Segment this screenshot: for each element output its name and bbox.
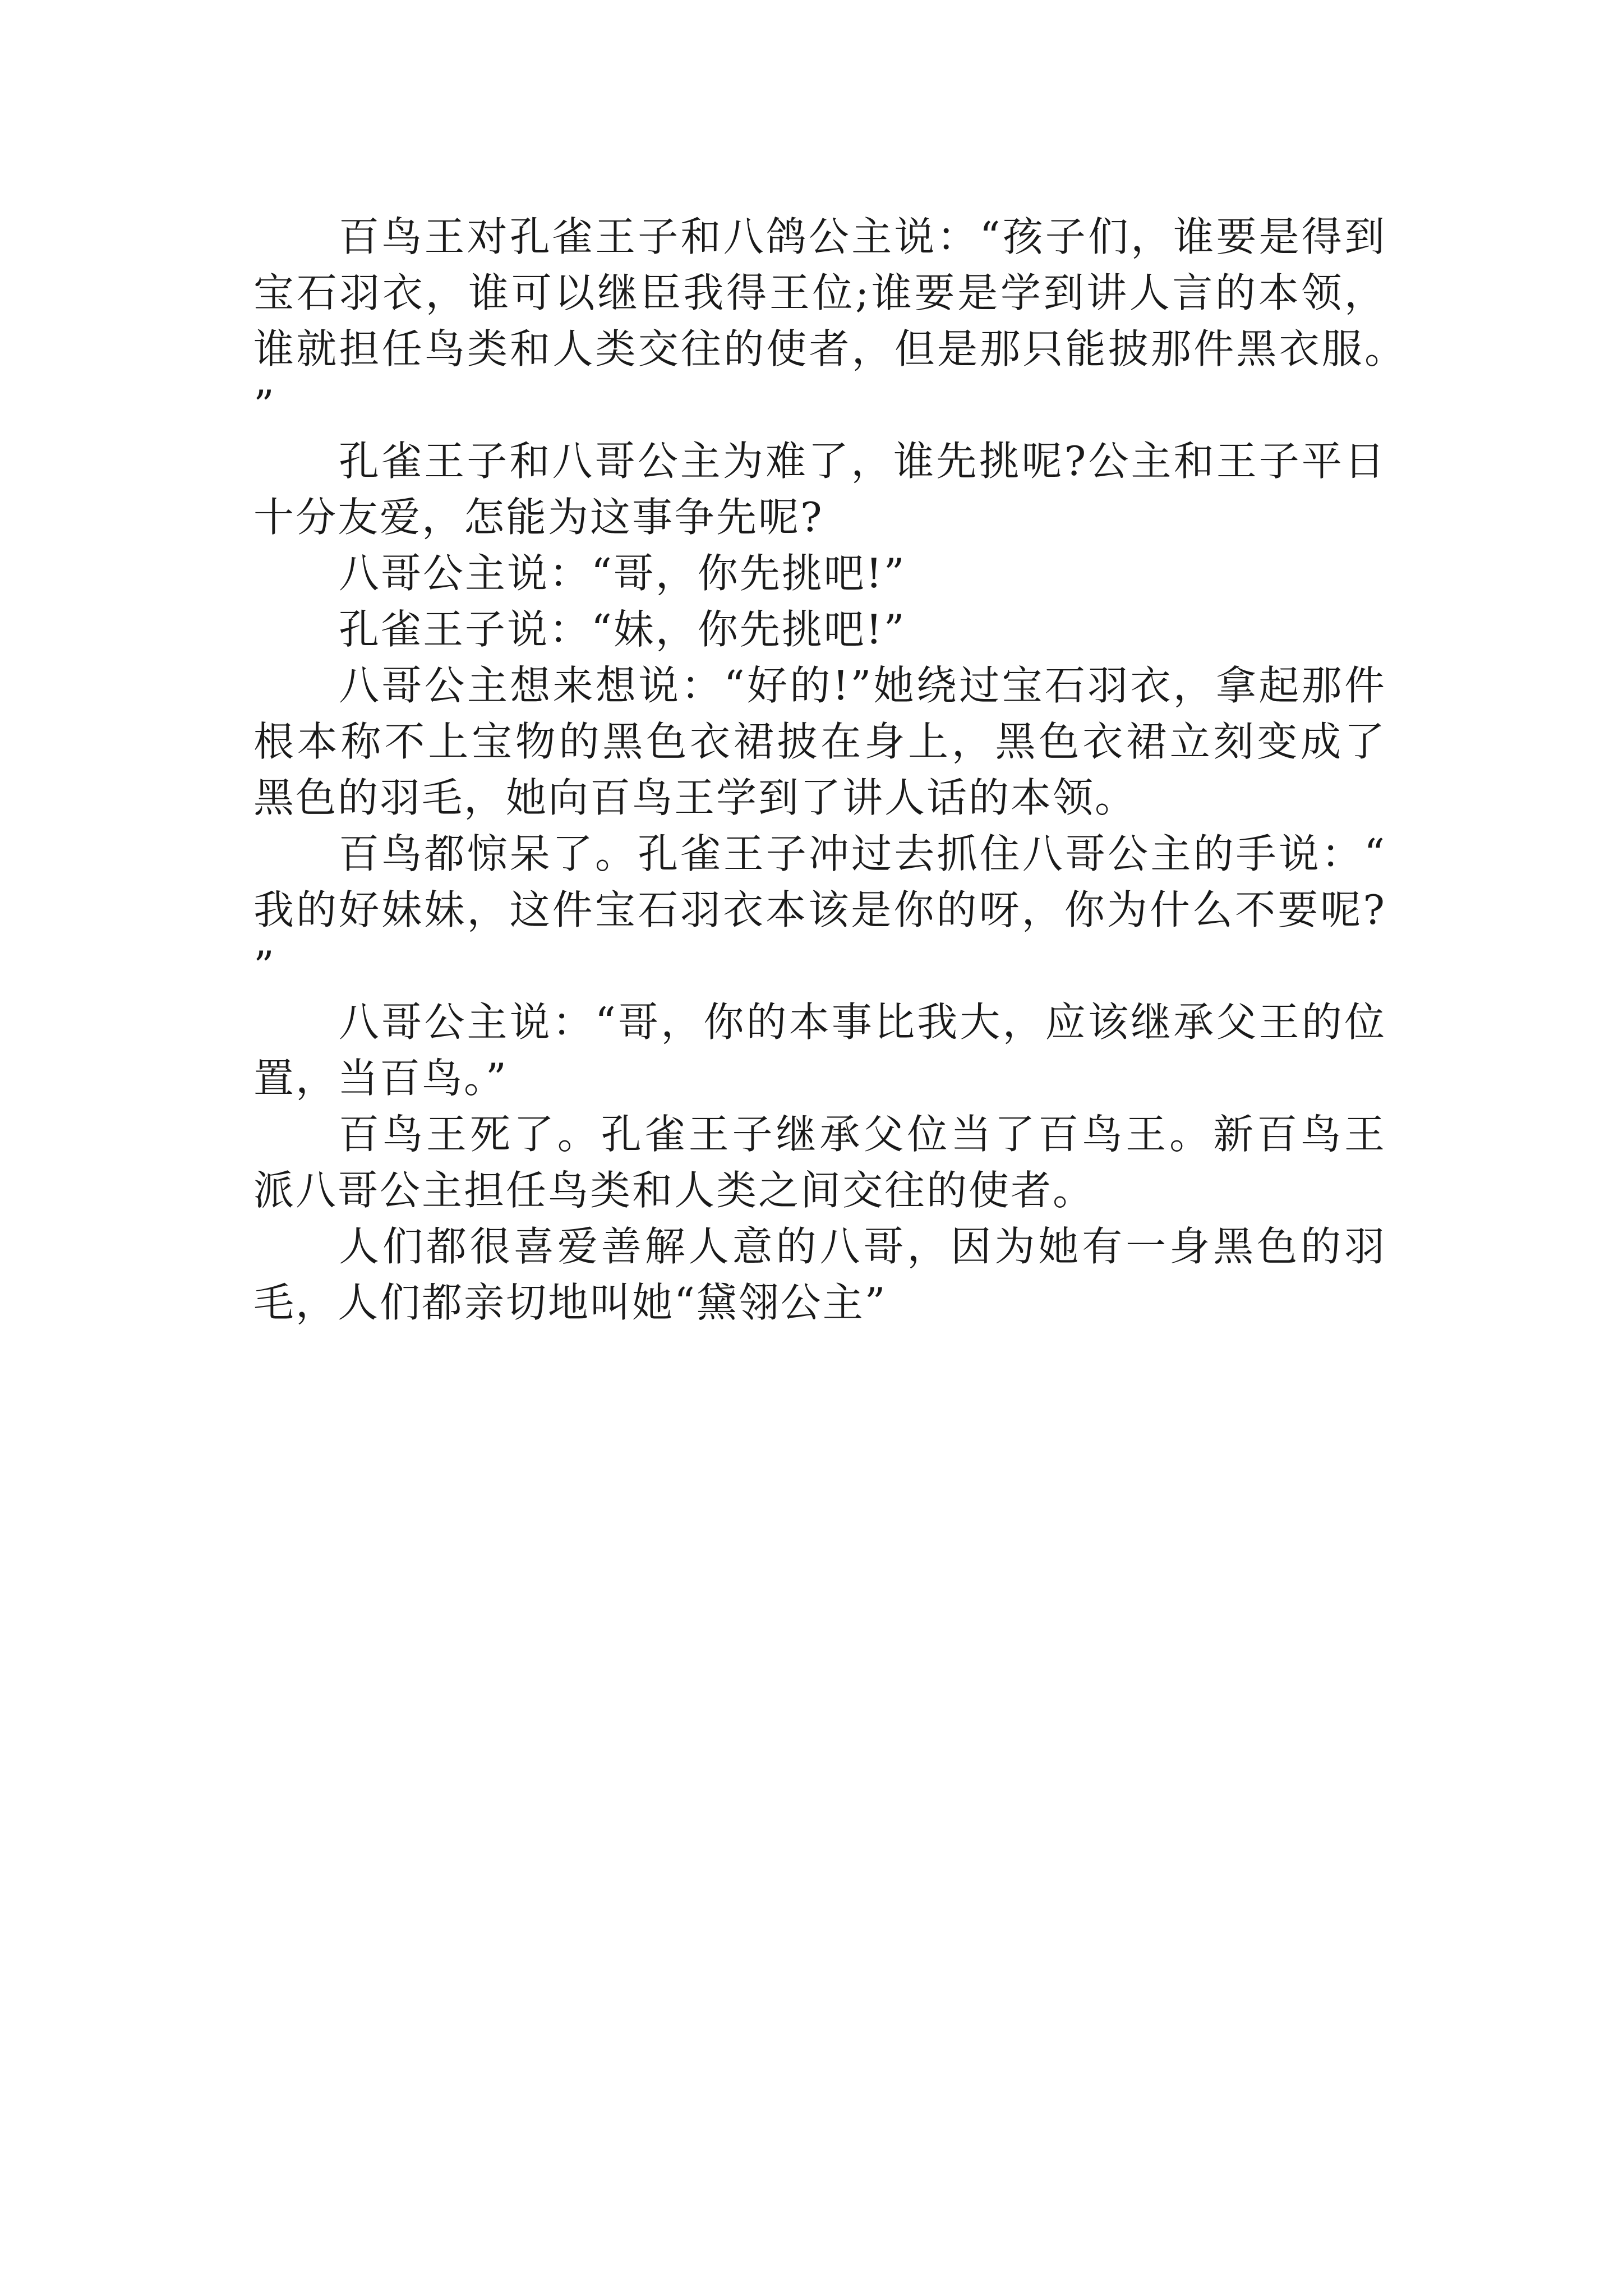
paragraph-9: 人们都很喜爱善解人意的八哥，因为她有一身黑色的羽毛，人们都亲切地叫她“黛翎公主” xyxy=(253,1223,1386,1326)
paragraph-5: 八哥公主想来想说：“好的!”她绕过宝石羽衣，拿起那件根本称不上宝物的黑色衣裙披在身上，黑色衣裙立刻变成了黑色的羽毛，她向百鸟王学到了讲人话的本领。 xyxy=(253,662,1386,821)
paragraph-8: 百鸟王死了。孔雀王子继承父位当了百鸟王。新百鸟王派八哥公主担任鸟类和人类之间交往的使者。 xyxy=(253,1111,1386,1214)
paragraph-4: 孔雀王子说：“妹，你先挑吧!” xyxy=(339,606,906,653)
paragraph-2: 孔雀王子和八哥公主为难了，谁先挑呢?公主和王子平日十分友爱，怎能为这事争先呢? xyxy=(253,438,1386,541)
paragraph-7: 八哥公主说：“哥，你的本事比我大，应该继承父王的位置，当百鸟。” xyxy=(253,999,1386,1102)
story-text xyxy=(253,209,1386,1331)
paragraph-1: 百鸟王对孔雀王子和八鸽公主说：“孩子们，谁要是得到宝石羽衣，谁可以继臣我得王位;谁要是学到讲人言的本领，谁就担任鸟类和人类交往的使者，但是那只能披那件黑衣服。” xyxy=(253,213,1386,429)
paragraph-3: 八哥公主说：“哥，你先挑吧!” xyxy=(339,550,906,597)
paragraph-6: 百鸟都惊呆了。孔雀王子冲过去抓住八哥公主的手说：“我的好妹妹，这件宝石羽衣本该是你的呀，你为什么不要呢?” xyxy=(253,830,1386,990)
